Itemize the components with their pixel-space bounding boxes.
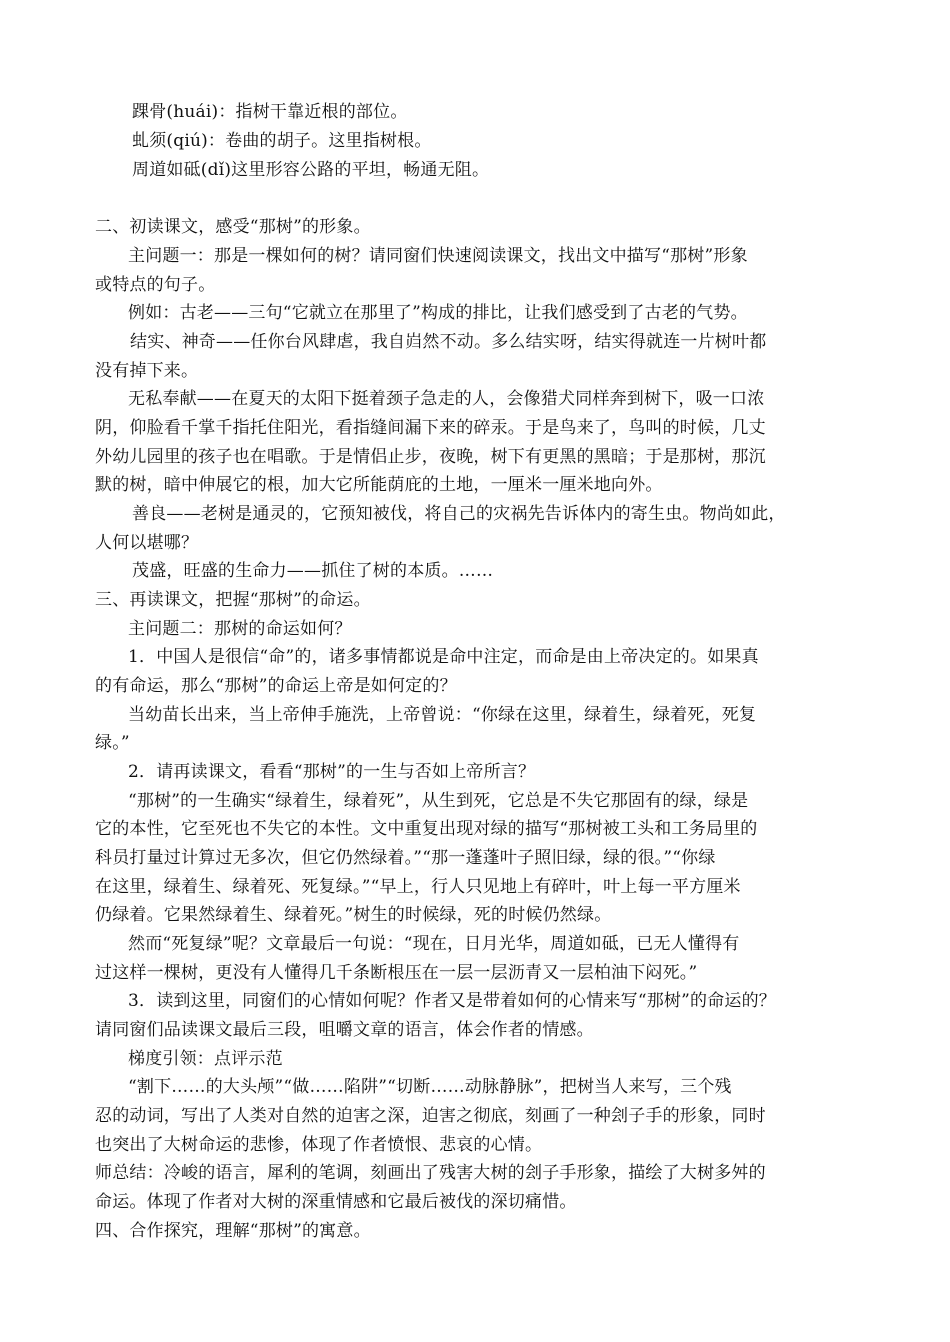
text-line: 人何以堪哪？ <box>95 533 199 553</box>
text-line: 过这样一棵树，更没有人懂得几千条断根压在一层一层沥青又一层柏油下闷死。” <box>95 963 698 983</box>
text-line: 虬须(qiú)：卷曲的胡子。这里指树根。 <box>132 131 432 151</box>
text-line: 1．中国人是很信“命”的，诸多事情都说是命中注定，而命是由上帝决定的。如果真 <box>128 647 759 667</box>
text-line: 请同窗们品读课文最后三段，咀嚼文章的语言，体会作者的情感。 <box>95 1020 594 1040</box>
text-line: 主问题一：那是一棵如何的树？请同窗们快速阅读课文，找出文中描写“那树”形象 <box>128 246 748 266</box>
text-line: 例如：古老——三句“它就立在那里了”构成的排比，让我们感受到了古老的气势。 <box>128 303 748 323</box>
section-heading: 四、合作探究，理解“那树”的寓意。 <box>95 1221 371 1241</box>
text-line: 也突出了大树命运的悲惨，体现了作者愤恨、悲哀的心情。 <box>95 1135 543 1155</box>
text-line: 在这里，绿着生、绿着死、死复绿。”“早上，行人只见地上有碎叶，叶上每一平方厘米 <box>95 877 741 897</box>
text-line: 结实、神奇——任你台风肆虐，我自岿然不动。多么结实呀，结实得就连一片树叶都 <box>130 332 767 352</box>
text-line: 仍绿着。它果然绿着生、绿着死。”树生的时候绿，死的时候仍然绿。 <box>95 905 612 925</box>
text-line: 2．请再读课文，看看“那树”的一生与否如上帝所言？ <box>128 762 536 782</box>
text-line: “那树”的一生确实“绿着生，绿着死”，从生到死，它总是不失它那固有的绿，绿是 <box>128 791 749 811</box>
section-heading: 二、初读课文，感受“那树”的形象。 <box>95 217 371 237</box>
text-line: 科员打量过计算过无多次，但它仍然绿着。”“那一蓬蓬叶子照旧绿，绿的很。”“你绿 <box>95 848 716 868</box>
text-line: 踝骨(huái)：指树干靠近根的部位。 <box>132 102 408 122</box>
text-line: 主问题二：那树的命运如何？ <box>128 619 352 639</box>
text-line: 的有命运，那么“那树”的命运上帝是如何定的？ <box>95 676 457 696</box>
text-line: 忍的动词，写出了人类对自然的迫害之深，迫害之彻底，刻画了一种刽子手的形象，同时 <box>95 1106 766 1126</box>
text-line: 然而“死复绿”呢？文章最后一句说：“现在，日月光华，周道如砥，已无人懂得有 <box>128 934 740 954</box>
text-line: 茂盛，旺盛的生命力——抓住了树的本质。…… <box>132 561 494 581</box>
text-line: 3．读到这里，同窗们的心情如何呢？作者又是带着如何的心情来写“那树”的命运的？ <box>128 991 776 1011</box>
text-line: 阴，仰脸看千掌千指托住阳光，看指缝间漏下来的碎汞。于是鸟来了，鸟叫的时候，几丈 <box>95 418 766 438</box>
text-line: 默的树，暗中伸展它的根，加大它所能荫庇的土地，一厘米一厘米地向外。 <box>95 475 663 495</box>
text-line: 外幼儿园里的孩子也在唱歌。于是情侣止步，夜晚，树下有更黑的黑暗；于是那树，那沉 <box>95 447 766 467</box>
text-line: 善良——老树是通灵的，它预知被伐，将自己的灾祸先告诉体内的寄生虫。物尚如此， <box>132 504 786 524</box>
text-line: 没有掉下来。 <box>95 361 199 381</box>
text-line: “割下……的大头颅”“做……陷阱”“切断……动脉静脉”，把树当人来写，三个残 <box>128 1077 732 1097</box>
text-line: 当幼苗长出来，当上帝伸手施洗，上帝曾说：“你绿在这里，绿着生，绿着死，死复 <box>128 705 757 725</box>
text-line: 或特点的句子。 <box>95 275 216 295</box>
text-line: 梯度引领：点评示范 <box>128 1049 283 1069</box>
text-line: 命运。体现了作者对大树的深重情感和它最后被伐的深切痛惜。 <box>95 1192 577 1212</box>
text-line: 周道如砥(dǐ)这里形容公路的平坦，畅通无阻。 <box>132 160 490 180</box>
text-line: 无私奉献——在夏天的太阳下挺着颈子急走的人，会像猎犬同样奔到树下，吸一口浓 <box>128 389 765 409</box>
text-line: 绿。” <box>95 733 130 753</box>
text-line: 它的本性，它至死也不失它的本性。文中重复出现对绿的描写“那树被工头和工务局里的 <box>95 819 758 839</box>
text-line: 师总结：冷峻的语言，犀利的笔调，刻画出了残害大树的刽子手形象，描绘了大树多舛的 <box>95 1163 766 1183</box>
section-heading: 三、再读课文，把握“那树”的命运。 <box>95 590 371 610</box>
